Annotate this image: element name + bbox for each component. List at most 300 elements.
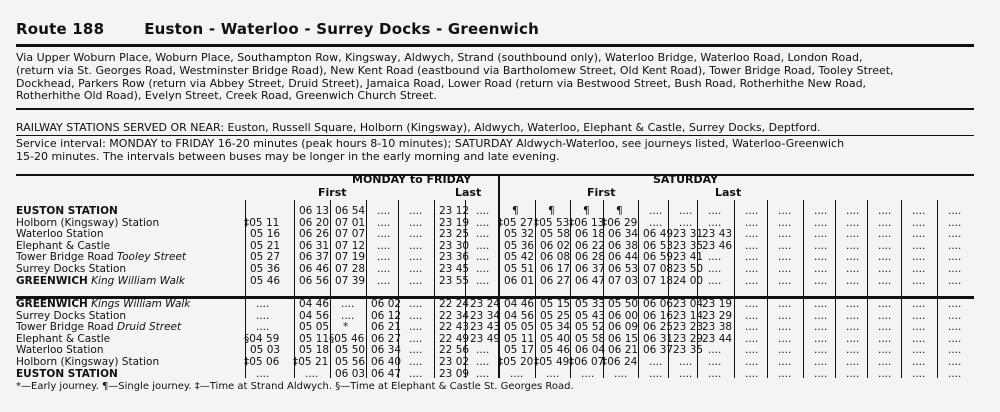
via-line: Dockhead, Parkers Row (return via Abbey Street, Druid Street), Jamaica Road, Lower Road (return via Bestwood Street, Bush Road, Rotherhithe New Road, bbox=[16, 76, 867, 90]
service-line: Service interval: MONDAY to FRIDAY 16-20 minutes (peak hours 8-10 minutes); SATURDAY Aldwych-Waterloo, see journeys listed, Waterloo-Greenwich bbox=[16, 137, 845, 150]
time-cell: 06 46 bbox=[299, 263, 330, 275]
time-cell: .... bbox=[256, 321, 270, 334]
station-detail: Tooley Street bbox=[113, 251, 187, 264]
time-cell: .... bbox=[878, 332, 892, 345]
time-cell: 23 49 bbox=[470, 332, 501, 345]
time-cell: .... bbox=[846, 239, 860, 252]
time-cell: 05 58 bbox=[540, 228, 571, 241]
time-cell: .... bbox=[341, 309, 355, 322]
column-rule bbox=[535, 200, 536, 378]
time-cell: 23 43 bbox=[470, 321, 501, 334]
time-cell: .... bbox=[476, 239, 490, 252]
time-cell: 05 05 bbox=[299, 321, 330, 334]
time-cell: .... bbox=[409, 344, 423, 357]
time-cell: 05 51 bbox=[504, 263, 535, 275]
time-cell: .... bbox=[948, 356, 962, 368]
time-cell: .... bbox=[409, 321, 423, 334]
time-cell: ‡05 27 bbox=[498, 216, 534, 229]
time-cell: .... bbox=[912, 344, 926, 357]
time-cell: 06 54 bbox=[335, 205, 366, 217]
time-cell: .... bbox=[878, 274, 892, 287]
time-cell: 23 45 bbox=[439, 263, 470, 275]
route-title: Euston - Waterloo - Surrey Docks - Greenwich bbox=[144, 20, 539, 38]
time-cell: 06 00 bbox=[608, 309, 639, 322]
time-cell: 04 46 bbox=[299, 298, 330, 310]
time-cell: 06 01 bbox=[504, 274, 535, 287]
time-cell: 05 17 bbox=[504, 344, 535, 357]
station-label: EUSTON STATION bbox=[16, 205, 118, 217]
time-cell: .... bbox=[846, 274, 860, 287]
time-cell: .... bbox=[814, 216, 828, 229]
title-rule bbox=[16, 44, 974, 47]
time-cell: .... bbox=[878, 356, 892, 368]
time-cell: .... bbox=[912, 309, 926, 322]
station-label: Surrey Docks Station bbox=[16, 309, 127, 322]
column-rule bbox=[835, 200, 836, 378]
time-cell: 06 37 bbox=[575, 263, 606, 275]
time-cell: .... bbox=[846, 309, 860, 322]
station-name bbox=[16, 344, 103, 356]
time-cell: 05 50 bbox=[608, 298, 639, 310]
time-cell: 23 36 bbox=[439, 251, 470, 264]
column-rule bbox=[294, 200, 295, 378]
time-cell: .... bbox=[948, 298, 962, 310]
time-cell: 06 08 bbox=[540, 251, 571, 264]
time-cell: .... bbox=[878, 205, 892, 217]
via-line: Via Upper Woburn Place, Woburn Place, Southampton Row, Kingsway, Aldwych, Strand (southbound only), Waterloo Bridge, Waterloo Road, London Road, bbox=[16, 51, 863, 64]
column-rule bbox=[803, 200, 804, 378]
time-cell: 22 24 bbox=[439, 298, 470, 310]
time-cell: .... bbox=[948, 367, 962, 380]
time-cell: .... bbox=[948, 274, 962, 287]
time-cell: .... bbox=[846, 367, 860, 380]
time-cell: 06 18 bbox=[575, 228, 606, 241]
mf-last-header: Last bbox=[455, 186, 482, 199]
time-cell: 05 46 bbox=[540, 344, 571, 357]
time-cell: .... bbox=[912, 298, 926, 310]
time-cell: .... bbox=[409, 228, 423, 241]
time-cell: .... bbox=[846, 205, 860, 217]
time-cell: 23 46 bbox=[702, 239, 733, 252]
time-cell: .... bbox=[846, 356, 860, 368]
page-title bbox=[16, 20, 539, 38]
station-name bbox=[16, 217, 159, 229]
time-cell: .... bbox=[745, 274, 759, 287]
station-name bbox=[16, 321, 181, 333]
time-cell: 06 13 bbox=[299, 205, 330, 217]
station-name bbox=[16, 356, 159, 368]
time-cell: 06 31 bbox=[643, 332, 674, 345]
time-cell: .... bbox=[948, 239, 962, 252]
time-cell: 23 44 bbox=[702, 332, 733, 345]
time-cell: 07 19 bbox=[335, 251, 366, 264]
time-cell: .... bbox=[745, 239, 759, 252]
column-rule bbox=[734, 200, 735, 378]
service-line: 15-20 minutes. The intervals between buses may be longer in the early morning and late evening. bbox=[16, 149, 560, 163]
time-cell: 23 25 bbox=[439, 228, 470, 241]
time-cell: .... bbox=[409, 205, 423, 217]
time-cell: .... bbox=[814, 298, 828, 310]
time-cell: .... bbox=[878, 228, 892, 241]
column-rule bbox=[499, 200, 500, 378]
time-cell: 23 34 bbox=[470, 309, 501, 322]
time-cell: .... bbox=[814, 356, 828, 368]
time-cell: .... bbox=[745, 332, 759, 345]
mf-first-header: First bbox=[318, 186, 347, 199]
time-cell: .... bbox=[846, 251, 860, 264]
time-cell: 07 12 bbox=[335, 239, 366, 252]
time-cell: §05 46 bbox=[329, 332, 365, 345]
time-cell: .... bbox=[846, 332, 860, 345]
time-cell: .... bbox=[409, 298, 423, 310]
monday-friday-header: MONDAY to FRIDAY bbox=[352, 173, 472, 186]
time-cell: .... bbox=[814, 367, 828, 380]
time-cell: 23 19 bbox=[702, 298, 733, 310]
time-cell: .... bbox=[476, 274, 490, 287]
station-label: Waterloo Station bbox=[16, 344, 104, 357]
time-cell: 06 06 bbox=[643, 298, 674, 310]
time-cell: 23 29 bbox=[702, 309, 733, 322]
station-label: Elephant & Castle bbox=[16, 239, 111, 252]
time-cell: .... bbox=[708, 216, 722, 229]
time-cell: .... bbox=[546, 367, 560, 380]
time-cell: 05 15 bbox=[540, 298, 571, 310]
time-cell: .... bbox=[745, 263, 759, 275]
time-cell: .... bbox=[745, 367, 759, 380]
time-cell: .... bbox=[878, 344, 892, 357]
time-cell: .... bbox=[745, 321, 759, 334]
time-cell: .... bbox=[912, 216, 926, 229]
time-cell: ‡05 06 bbox=[244, 356, 280, 368]
time-cell: 05 40 bbox=[540, 332, 571, 345]
time-cell: .... bbox=[476, 367, 490, 380]
time-cell: 06 31 bbox=[299, 239, 330, 252]
time-cell: ‡06 24 bbox=[602, 356, 638, 368]
time-cell: .... bbox=[814, 332, 828, 345]
time-cell: * bbox=[343, 321, 349, 334]
time-cell: .... bbox=[814, 274, 828, 287]
time-cell: 06 44 bbox=[608, 251, 639, 264]
time-cell: .... bbox=[409, 274, 423, 287]
time-cell: 23 43 bbox=[702, 228, 733, 241]
route-number: Route 188 bbox=[16, 20, 105, 38]
time-cell: .... bbox=[649, 216, 663, 229]
time-cell: .... bbox=[377, 228, 391, 241]
time-cell: 06 03 bbox=[335, 367, 366, 380]
time-cell: .... bbox=[878, 321, 892, 334]
time-cell: .... bbox=[409, 239, 423, 252]
column-rule bbox=[465, 200, 466, 378]
time-cell: .... bbox=[846, 228, 860, 241]
time-cell: .... bbox=[649, 356, 663, 368]
time-cell: 05 33 bbox=[575, 298, 606, 310]
station-name bbox=[16, 298, 190, 310]
time-cell: .... bbox=[814, 239, 828, 252]
time-cell: 07 18 bbox=[643, 274, 674, 287]
time-cell: 06 34 bbox=[608, 228, 639, 241]
station-label: GREENWICH bbox=[16, 274, 88, 287]
time-cell: ‡05 11 bbox=[244, 216, 280, 229]
time-cell: .... bbox=[878, 216, 892, 229]
time-cell: 23 19 bbox=[439, 216, 470, 229]
station-name bbox=[16, 240, 110, 252]
time-cell: 05 11 bbox=[504, 332, 535, 345]
column-rule bbox=[638, 200, 639, 378]
time-cell: 07 39 bbox=[335, 274, 366, 287]
time-cell: 06 25 bbox=[643, 321, 674, 334]
service-interval bbox=[16, 138, 974, 164]
time-cell: .... bbox=[377, 216, 391, 229]
divider bbox=[16, 135, 974, 136]
time-cell: .... bbox=[846, 344, 860, 357]
time-cell: .... bbox=[778, 298, 792, 310]
time-cell: 05 32 bbox=[504, 228, 535, 241]
time-cell: .... bbox=[510, 367, 524, 380]
station-label: Holborn (Kingsway) Station bbox=[16, 216, 160, 229]
time-cell: 05 36 bbox=[504, 239, 535, 252]
time-cell: .... bbox=[476, 344, 490, 357]
time-cell: .... bbox=[814, 344, 828, 357]
time-cell: .... bbox=[476, 216, 490, 229]
time-cell: .... bbox=[778, 251, 792, 264]
time-cell: .... bbox=[778, 228, 792, 241]
column-rule bbox=[767, 200, 768, 378]
time-cell: 06 28 bbox=[575, 251, 606, 264]
time-cell: 04 46 bbox=[504, 298, 535, 310]
station-name bbox=[16, 333, 110, 345]
time-cell: .... bbox=[409, 356, 423, 368]
via-line: Rotherhithe Old Road), Evelyn Street, Creek Road, Greenwich Church Street. bbox=[16, 89, 437, 103]
column-rule bbox=[366, 200, 367, 378]
time-cell: ‡06 29 bbox=[602, 216, 638, 229]
time-cell: .... bbox=[846, 298, 860, 310]
station-label: Holborn (Kingsway) Station bbox=[16, 356, 160, 368]
time-cell: .... bbox=[708, 274, 722, 287]
time-cell: .... bbox=[878, 309, 892, 322]
time-cell: 05 43 bbox=[575, 309, 606, 322]
time-cell: 23 14 bbox=[673, 309, 704, 322]
time-cell: .... bbox=[745, 309, 759, 322]
station-name bbox=[16, 251, 186, 263]
time-cell: .... bbox=[814, 228, 828, 241]
time-cell: .... bbox=[377, 239, 391, 252]
time-cell: .... bbox=[476, 356, 490, 368]
time-cell: 05 03 bbox=[250, 344, 281, 357]
station-name bbox=[16, 310, 126, 322]
time-cell: .... bbox=[912, 239, 926, 252]
time-cell: .... bbox=[377, 263, 391, 275]
time-cell: .... bbox=[912, 367, 926, 380]
time-cell: ‡06 13 bbox=[569, 216, 605, 229]
time-cell: 06 56 bbox=[299, 274, 330, 287]
time-cell: 22 43 bbox=[439, 321, 470, 334]
time-cell: 05 58 bbox=[575, 332, 606, 345]
time-cell: .... bbox=[745, 344, 759, 357]
time-cell: .... bbox=[814, 263, 828, 275]
time-cell: .... bbox=[778, 332, 792, 345]
time-cell: .... bbox=[581, 367, 595, 380]
time-cell: .... bbox=[708, 367, 722, 380]
time-cell: 23 02 bbox=[439, 356, 470, 368]
time-cell: 23 41 bbox=[673, 251, 704, 264]
time-cell: ‡06 07 bbox=[569, 356, 605, 368]
station-detail: Druid Street bbox=[113, 321, 182, 334]
time-cell: .... bbox=[814, 251, 828, 264]
time-cell: 05 52 bbox=[575, 321, 606, 334]
time-cell: 23 38 bbox=[702, 321, 733, 334]
time-cell: .... bbox=[708, 263, 722, 275]
time-cell: .... bbox=[649, 367, 663, 380]
time-cell: .... bbox=[256, 298, 270, 310]
time-cell: 06 22 bbox=[575, 239, 606, 252]
time-cell: .... bbox=[708, 356, 722, 368]
time-cell: §04 59 bbox=[244, 332, 280, 345]
time-cell: 22 49 bbox=[439, 332, 470, 345]
time-cell: .... bbox=[912, 205, 926, 217]
time-cell: .... bbox=[341, 298, 355, 310]
time-cell: .... bbox=[708, 344, 722, 357]
time-cell: .... bbox=[846, 263, 860, 275]
time-cell: .... bbox=[679, 356, 693, 368]
time-cell: .... bbox=[778, 356, 792, 368]
time-cell: 23 35 bbox=[673, 344, 704, 357]
time-cell: 05 56 bbox=[335, 356, 366, 368]
time-cell: .... bbox=[377, 205, 391, 217]
time-cell: .... bbox=[409, 309, 423, 322]
column-rule bbox=[570, 200, 571, 378]
time-cell: .... bbox=[846, 321, 860, 334]
time-cell: .... bbox=[878, 298, 892, 310]
time-cell: 06 37 bbox=[299, 251, 330, 264]
time-cell: 23 31 bbox=[673, 228, 704, 241]
time-cell: .... bbox=[912, 263, 926, 275]
time-cell: 06 20 bbox=[299, 216, 330, 229]
time-cell: 06 21 bbox=[371, 321, 402, 334]
time-cell: .... bbox=[476, 228, 490, 241]
time-cell: .... bbox=[948, 228, 962, 241]
time-cell: 23 23 bbox=[673, 321, 704, 334]
time-cell: .... bbox=[377, 274, 391, 287]
time-cell: .... bbox=[745, 228, 759, 241]
time-cell: .... bbox=[708, 205, 722, 217]
station-label: Tower Bridge Road bbox=[16, 321, 114, 334]
time-cell: 05 50 bbox=[335, 344, 366, 357]
sat-first-header: First bbox=[587, 186, 616, 199]
time-cell: 06 02 bbox=[540, 239, 571, 252]
time-cell: ¶ bbox=[548, 205, 555, 217]
time-cell: 23 50 bbox=[673, 263, 704, 275]
station-label: Waterloo Station bbox=[16, 228, 104, 241]
time-cell: 23 30 bbox=[439, 239, 470, 252]
column-rule bbox=[901, 200, 902, 378]
station-name bbox=[16, 275, 185, 287]
station-name bbox=[16, 205, 118, 217]
time-cell: 23 09 bbox=[439, 367, 470, 380]
time-cell: .... bbox=[476, 205, 490, 217]
time-cell: 23 12 bbox=[439, 205, 470, 217]
time-cell: .... bbox=[409, 367, 423, 380]
time-cell: ‡05 21 bbox=[293, 356, 329, 368]
time-cell: 07 01 bbox=[335, 216, 366, 229]
time-cell: .... bbox=[948, 321, 962, 334]
time-cell: ‡05 49 bbox=[534, 356, 570, 368]
time-cell: .... bbox=[948, 344, 962, 357]
time-cell: 23 24 bbox=[470, 298, 501, 310]
station-label: Elephant & Castle bbox=[16, 332, 111, 345]
time-cell: .... bbox=[778, 344, 792, 357]
time-cell: .... bbox=[649, 205, 663, 217]
time-cell: .... bbox=[745, 251, 759, 264]
via-text bbox=[16, 52, 974, 103]
time-cell: .... bbox=[878, 239, 892, 252]
time-cell: 06 26 bbox=[299, 228, 330, 241]
time-cell: 22 56 bbox=[439, 344, 470, 357]
station-label: Surrey Docks Station bbox=[16, 263, 127, 275]
time-cell: 05 11 bbox=[299, 332, 330, 345]
railway-stations: RAILWAY STATIONS SERVED OR NEAR: Euston, Russell Square, Holborn (Kingsway), Aldwych, Waterloo, Elephant & Castle, Surrey Docks, Deptford. bbox=[16, 121, 821, 134]
time-cell: 07 08 bbox=[643, 263, 674, 275]
time-cell: .... bbox=[409, 263, 423, 275]
time-cell: .... bbox=[409, 216, 423, 229]
time-cell: .... bbox=[778, 274, 792, 287]
time-cell: .... bbox=[679, 205, 693, 217]
time-cell: .... bbox=[878, 263, 892, 275]
column-rule bbox=[697, 200, 698, 378]
time-cell: 05 21 bbox=[250, 239, 281, 252]
time-cell: .... bbox=[814, 205, 828, 217]
time-cell: .... bbox=[948, 309, 962, 322]
time-cell: 07 28 bbox=[335, 263, 366, 275]
station-detail: Kings William Walk bbox=[87, 298, 191, 310]
time-cell: .... bbox=[476, 251, 490, 264]
time-cell: 07 07 bbox=[335, 228, 366, 241]
time-cell: .... bbox=[778, 216, 792, 229]
time-cell: 06 21 bbox=[608, 344, 639, 357]
time-cell: .... bbox=[778, 367, 792, 380]
column-rule bbox=[398, 200, 399, 378]
time-cell: 07 03 bbox=[608, 274, 639, 287]
footnotes: *—Early journey. ¶—Single journey. ‡—Time at Strand Aldwych. §—Time at Elephant & Castle St. Georges Road. bbox=[16, 381, 574, 392]
table-top-rule bbox=[16, 174, 974, 176]
time-cell: 06 27 bbox=[371, 332, 402, 345]
time-cell: 05 42 bbox=[504, 251, 535, 264]
column-rule bbox=[603, 200, 604, 378]
column-rule bbox=[867, 200, 868, 378]
station-detail: King William Walk bbox=[87, 274, 185, 287]
time-cell: 06 27 bbox=[540, 274, 571, 287]
time-cell: 22 34 bbox=[439, 309, 470, 322]
time-cell: 06 40 bbox=[371, 356, 402, 368]
time-cell: 06 38 bbox=[608, 239, 639, 252]
time-cell: .... bbox=[778, 239, 792, 252]
time-cell: .... bbox=[778, 263, 792, 275]
time-cell: .... bbox=[409, 251, 423, 264]
time-cell: 06 04 bbox=[575, 344, 606, 357]
time-cell: 06 37 bbox=[643, 344, 674, 357]
station-name bbox=[16, 228, 103, 240]
sat-last-header: Last bbox=[715, 186, 742, 199]
time-cell: ¶ bbox=[616, 205, 623, 217]
time-cell: 05 46 bbox=[250, 274, 281, 287]
time-cell: .... bbox=[409, 332, 423, 345]
time-cell: .... bbox=[778, 205, 792, 217]
time-cell: .... bbox=[814, 321, 828, 334]
time-cell: ‡05 20 bbox=[498, 356, 534, 368]
time-cell: .... bbox=[846, 216, 860, 229]
time-cell: 05 25 bbox=[540, 309, 571, 322]
time-cell: .... bbox=[476, 263, 490, 275]
time-cell: .... bbox=[778, 321, 792, 334]
